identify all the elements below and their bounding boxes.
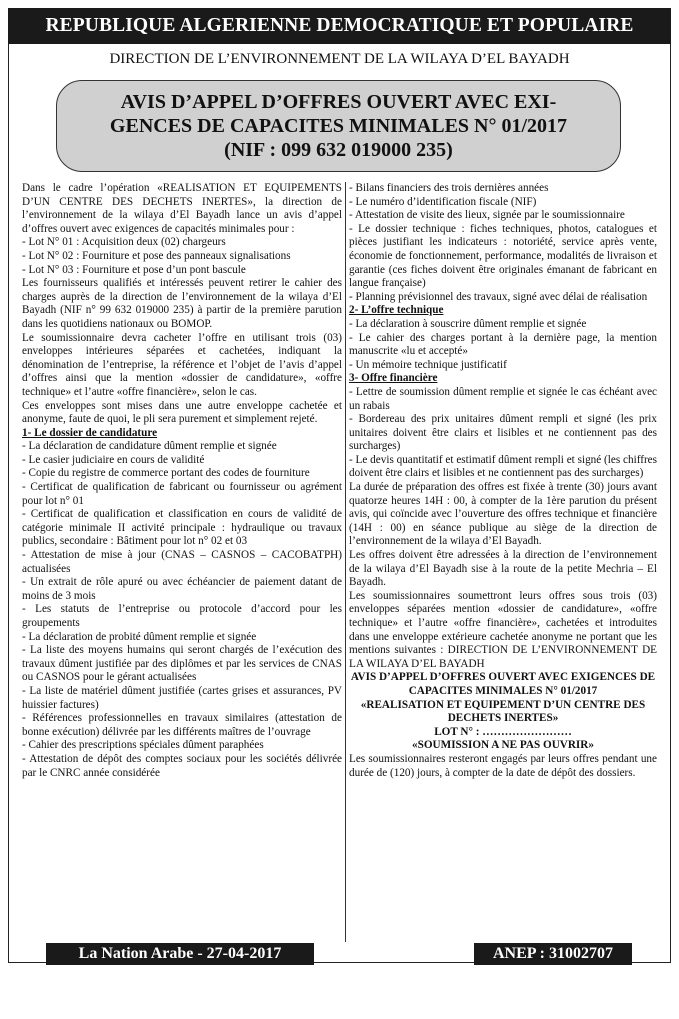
requirement-item: - Certificat de qualification de fabricant ou fournisseur ou agrément pour lot n° 01 — [22, 481, 342, 507]
right-column — [349, 182, 657, 780]
requirement-item: - Cahier des prescriptions spéciales dûment paraphées — [22, 739, 264, 752]
envelope-operation: «REALISATION ET EQUIPEMENT D’UN CENTRE DES DECHETS INERTES» — [360, 698, 646, 725]
notice-title-box — [56, 80, 621, 172]
column-divider — [345, 182, 346, 942]
title-line-2: GENCES DE CAPACITES MINIMALES N° 01/2017 — [109, 115, 568, 137]
requirement-item: - Le casier judiciaire en cours de validité — [22, 453, 205, 466]
envelope-paragraph: Le soumissionnaire devra cacheter l’offre en utilisant trois (03) enveloppes intérieures séparées et cachetées, indiquant la dénomination de l’entreprise, la référence et l’objet de l’avis d’appel d’offres ainsi que la mention «dossier de candidature», «offre technique» et l’autre «offre financière», selon le cas. — [22, 331, 342, 398]
anep-reference: ANEP : 31002707 — [474, 943, 632, 965]
requirement-item: - Planning prévisionnel des travaux, signé avec délai de réalisation — [349, 290, 648, 303]
lot-item: - Lot N° 01 : Acquisition deux (02) chargeurs — [22, 236, 226, 249]
envelope-title: AVIS D’APPEL D’OFFRES OUVERT AVEC EXIGENCES DE CAPACITES MINIMALES N° 01/2017 — [350, 671, 656, 697]
requirement-item: - Bilans financiers des trois dernières années — [349, 182, 549, 194]
requirement-item: - Les statuts de l’entreprise ou protocole d’accord pour les groupements — [22, 603, 342, 629]
requirement-item: - La déclaration à souscrire dûment remplie et signée — [349, 317, 587, 330]
envelope-do-not-open: «SOUMISSION A NE PAS OUVRIR» — [412, 739, 594, 752]
requirement-item: - Bordereau des prix unitaires dûment rempli et signé (les prix unitaires doivent être clairs et lisibles et ne contiennent pas des surcharges) — [349, 413, 657, 453]
requirement-item: - Attestation de dépôt des comptes sociaux pour les sociétés délivrée par le CNRC année considérée — [22, 752, 342, 779]
validity-paragraph: Les soumissionnaires resteront engagés par leurs offres pendant une durée de (120) jours, à compter de la date de dépôt des dossiers. — [349, 752, 657, 779]
issuer-direction: DIRECTION DE L’ENVIRONNEMENT DE LA WILAYA D’EL BAYADH — [109, 51, 570, 67]
title-line-3: (NIF : 099 632 019000 235) — [224, 139, 453, 161]
requirement-item: - Le devis quantitatif et estimatif dûment rempli et signé (les chiffres doivent être clairs et lisibles et ne contiennent pas des surcharges) — [349, 453, 657, 480]
address-paragraph: Les offres doivent être adressées à la direction de l’environnement de la wilaya d’El Bayadh sise à la route de la petite Mechria – El Bayadh. — [349, 549, 657, 589]
lot-item: - Lot N° 02 : Fourniture et pose des panneaux signalisations — [22, 249, 291, 262]
requirement-item: - Le numéro d’identification fiscale (NIF) — [349, 195, 537, 208]
title-line-1: AVIS D’APPEL D’OFFRES OUVERT AVEC EXI- — [120, 91, 557, 113]
republic-banner: REPUBLIQUE ALGERIENNE DEMOCRATIQUE ET POPULAIRE — [8, 8, 671, 44]
requirement-item: - Certificat de qualification et classification en cours de validité de catégorie minimale II activité principale : hydraulique ou travaux publics, secondaire : Bâtiment pour lot n° 02 et 03 — [22, 508, 342, 548]
requirement-item: - La déclaration de probité dûment remplie et signée — [22, 630, 257, 643]
requirement-item: - La déclaration de candidature dûment remplie et signée — [22, 440, 277, 453]
requirement-item: - La liste de matériel dûment justifiée (cartes grises et assurances, PV huissier factures) — [22, 684, 342, 711]
submission-paragraph: Les soumissionnaires soumettront leurs offres sous trois (03) enveloppes séparées mention «dossier de candidature», «offre technique» et l’autre «offre financière», cachetées et introduites dans une enveloppe extérieure cachetée anonyme ne portant que les mentions suivantes : DIRECTION DE L’ENVIRONNEMENT DE LA WILAYA D’EL BAYADH — [349, 589, 657, 670]
deadline-paragraph: La durée de préparation des offres est fixée à trente (30) jours avant quatorze heures 14H : 00, à compter de la 1ère parution du présent avis, qui coïncide avec l’ouverture des offres technique et financière (14H : 00) en séance publique au siège de la direction de l’environnement de la wilaya d’El Bayadh. — [349, 481, 657, 548]
requirement-item: - Le cahier des charges portant à la dernière page, la mention manuscrite «lu et accepté» — [349, 331, 657, 358]
envelope-paragraph: Ces enveloppes sont mises dans une autre enveloppe cachetée et anonyme, faute de quoi, le pli sera purement et simplement rejeté. — [22, 399, 342, 426]
requirement-item: - Attestation de visite des lieux, signée par le soumissionnaire — [349, 209, 625, 222]
requirement-item: - Références professionnelles en travaux similaires (attestation de bonne exécution) délivrée par les différents maîtres de l’ouvrage — [22, 712, 342, 738]
requirement-item: - Copie du registre de commerce portant des codes de fourniture — [22, 467, 310, 480]
requirement-item: - Un mémoire technique justificatif — [349, 358, 507, 371]
left-column — [22, 182, 342, 780]
requirement-item: - Attestation de mise à jour (CNAS – CASNOS – CACOBATPH) actualisées — [22, 549, 342, 575]
section-heading-financial: 3- Offre financière — [349, 372, 438, 385]
section-heading-candidature: 1- Le dossier de candidature — [22, 426, 158, 439]
requirement-item: - Lettre de soumission dûment remplie et signée le cas échéant avec un rabais — [349, 385, 657, 412]
requirement-item: - La liste des moyens humains qui seront chargés de l’exécution des travaux dûment justifiée par des diplômes et par les services de CNAS ou CASNOS pour le gérant actualisées — [22, 644, 342, 684]
envelope-lot: LOT N° : …………………… — [434, 725, 572, 738]
section-heading-technical: 2- L’offre technique — [349, 304, 444, 317]
requirement-item: - Le dossier technique : fiches techniques, photos, catalogues et pièces justifiant les indicateurs : notoriété, service après vente, économie de fonctionnement, performance, modalités de livraison et garantie (ces fiches doivent être originales émanant de fabricant en langue française) — [349, 222, 657, 290]
requirement-item: - Un extrait de rôle apuré ou avec échéancier de paiement datant de moins de 3 mois — [22, 576, 342, 602]
lot-item: - Lot N° 03 : Fourniture et pose d’un pont bascule — [22, 263, 246, 276]
withdrawal-paragraph: Les fournisseurs qualifiés et intéressés peuvent retirer le cahier des charges auprès de la direction de l’environnement de la wilaya d’El Bayadh (NIF n° 99 632 019000 235) à partir de la première parution dans les quotidiens nationaux ou BOMOP. — [22, 277, 342, 330]
intro-paragraph: Dans le cadre l’opération «REALISATION ET EQUIPEMENTS D’UN CENTRE DES DECHETS INERTES», la direction de l’environnement de la wilaya d’El Bayadh lance un avis d’appel d’offres ouvert avec exigences de capacités minimales pour : — [22, 182, 342, 235]
publication-footer: La Nation Arabe - 27-04-2017 — [46, 943, 314, 965]
